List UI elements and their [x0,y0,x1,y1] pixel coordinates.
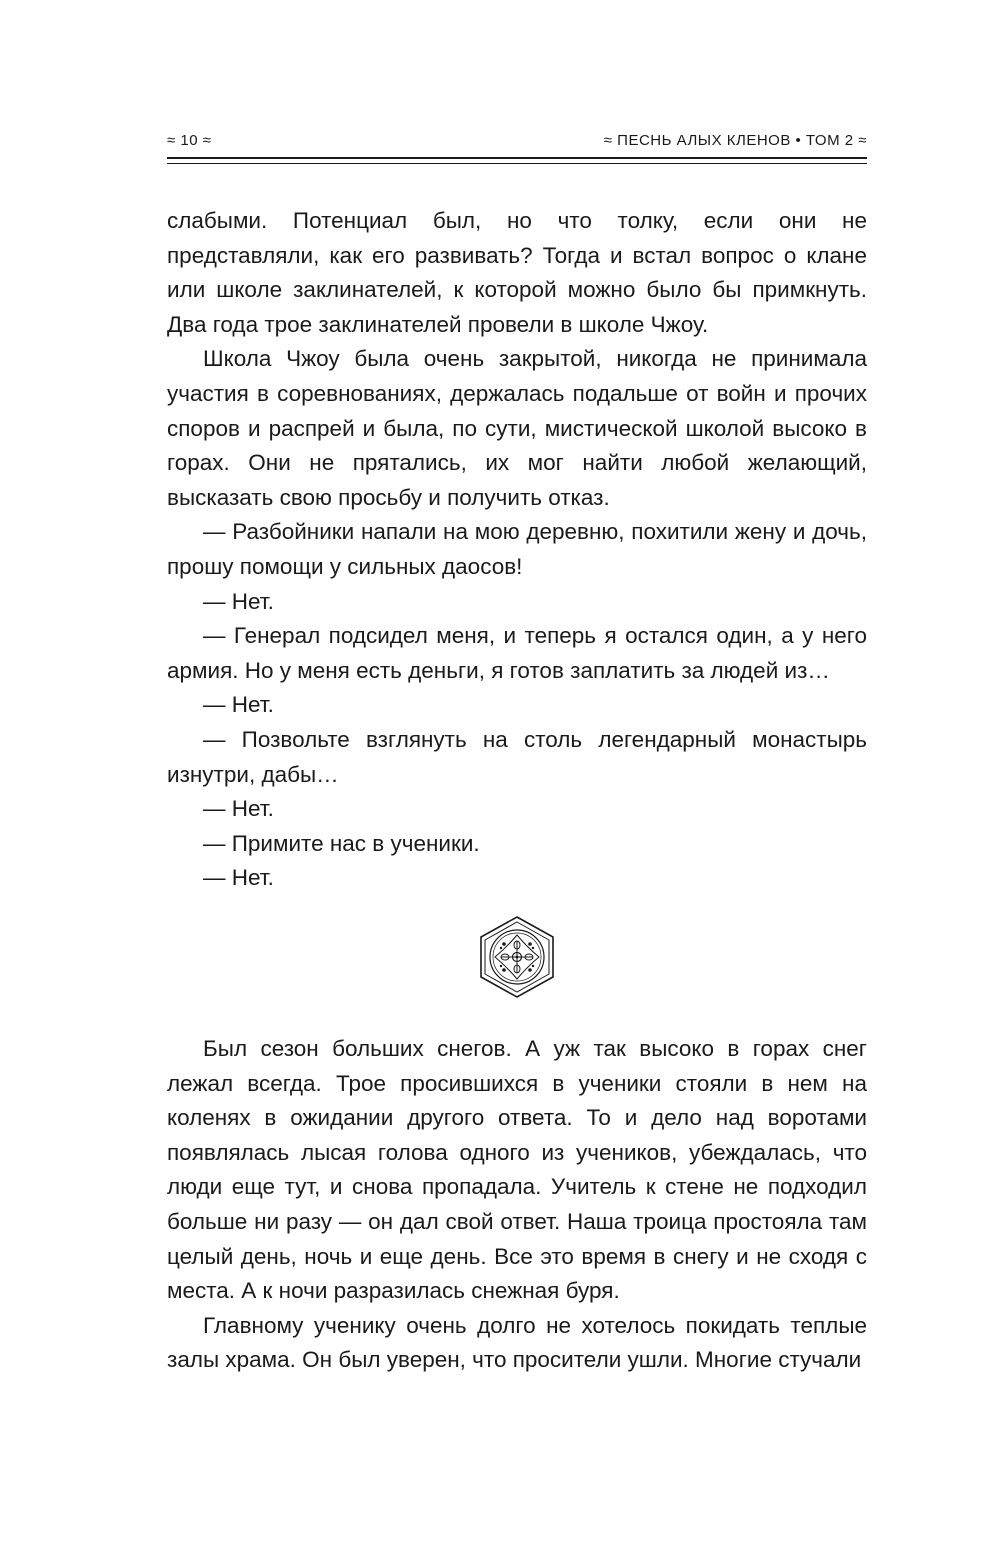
text-block-before [167,204,867,896]
dialogue-line: — Позвольте взглянуть на столь легендарный монастырь изнутри, дабы… [167,726,867,787]
running-header [167,130,867,154]
header-rule-thin [167,163,867,164]
dialogue-line: — Нет. [203,796,274,822]
paragraph: Был сезон больших снегов. А уж так высоко в горах снег лежал всегда. Трое просившихся в ученики стояли в нем на коленях в ожидании другого ответа. То и дело над воротами появлялась лысая голова одного из учеников, убеждалась, что люди еще тут, и снова пропадала. Учитель к стене не подходил больше ни разу — он дал свой ответ. Наша троица простояла там целый день, ночь и еще день. Все это время в снегу и не сходя с места. А к ночи разразилась снежная буря. [167,1036,867,1304]
dialogue-line: — Нет. [203,692,274,718]
dialogue-line: — Нет. [203,865,274,891]
page-number: ≈ 10 ≈ [167,132,212,149]
dialogue-line: — Примите нас в ученики. [203,830,480,856]
running-title: ≈ ПЕСНЬ АЛЫХ КЛЕНОВ • ТОМ 2 ≈ [603,132,867,149]
header-rule-thick [167,157,867,159]
paragraph: Главному ученику очень долго не хотелось покидать теплые залы храма. Он был уверен, что просители ушли. Многие стучали [167,1312,867,1373]
dialogue-line: — Разбойники напали на мою деревню, похитили жену и дочь, прошу помощи у сильных даосов! [167,519,867,579]
dialogue-line: — Нет. [203,588,274,614]
paragraph: слабыми. Потенциал был, но что толку, если они не представляли, как его развивать? Тогда и встал вопрос о клане или школе заклинателей, к которой можно было бы примкнуть. Два года трое заклинателей провели в школе Чжоу. [167,208,867,337]
text-block-after [167,1032,867,1378]
hexagon-ornament-icon [477,915,557,999]
dialogue-line: — Генерал подсидел меня, и теперь я остался один, а у него армия. Но у меня есть деньги, я готов заплатить за людей из… [167,623,867,683]
paragraph: Школа Чжоу была очень закрытой, никогда не принимала участия в соревнованиях, держалась подальше от войн и прочих споров и распрей и была, по сути, мистической школой высоко в горах. Они не прятались, их мог найти любой желающий, высказать свою просьбу и получить отказ. [167,346,867,510]
